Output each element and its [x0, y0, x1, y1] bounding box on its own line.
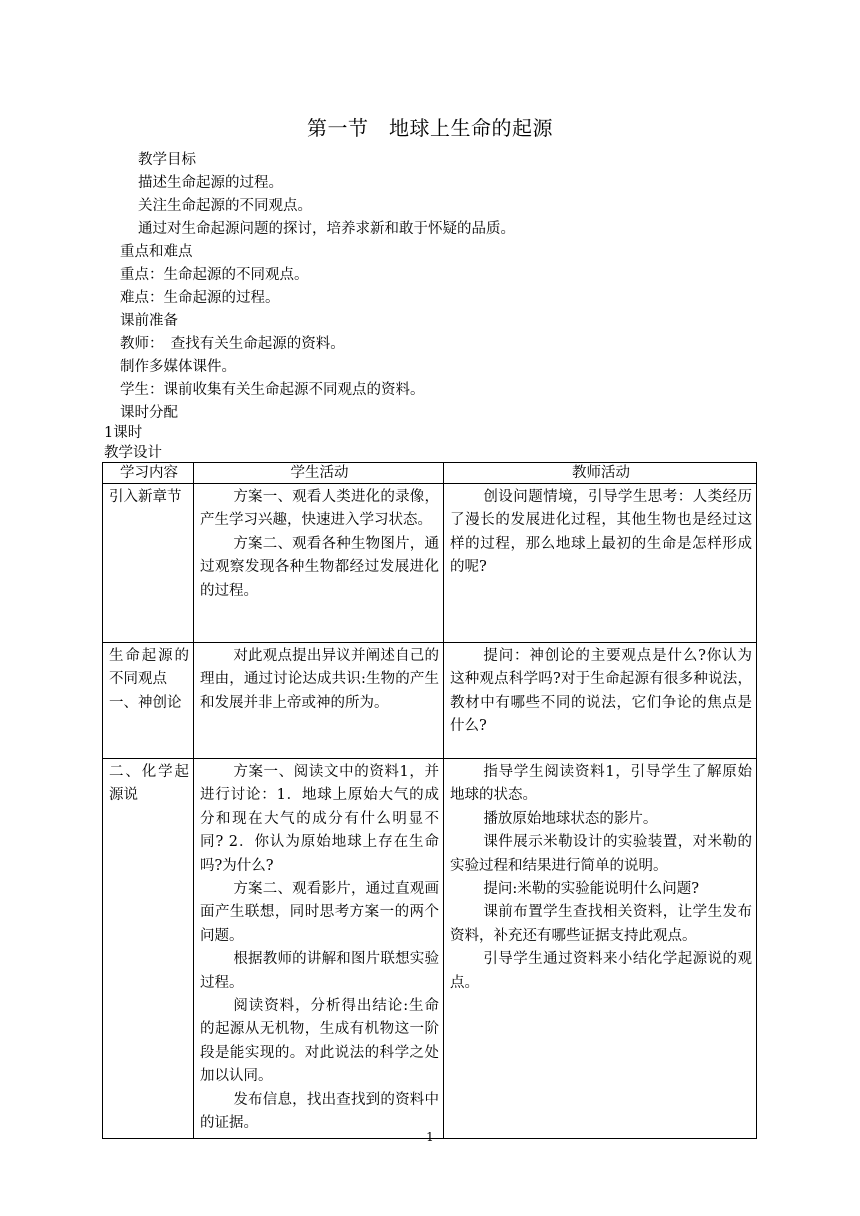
- lesson-count: 1课时: [104, 425, 143, 441]
- goal-line-3: 通过对生命起源问题的探讨，培养求新和敢于怀疑的品质。: [138, 221, 515, 237]
- row3-teacher-para: 课件展示米勒设计的实验装置，对米勒的实验过程和结果进行简单的说明。: [450, 834, 752, 874]
- teaching-design-table: [102, 462, 757, 1139]
- row1-student-para: 方案二、观看各种生物图片，通过观察发现各种生物都经过发展进化的过程。: [200, 535, 439, 599]
- row1-teacher: [444, 484, 757, 643]
- row2-teacher: [444, 643, 757, 759]
- row2-content-text: 生命起源的不同观点: [109, 648, 189, 688]
- heading-key-points: 重点和难点: [120, 244, 193, 260]
- goal-line-2: 关注生命起源的不同观点。: [138, 198, 312, 214]
- row3-content-text: 二、化学起源说: [109, 764, 189, 804]
- table-row: [103, 484, 757, 643]
- row3-teacher-para: 播放原始地球状态的影片。: [483, 810, 658, 827]
- row3-teacher-para: 引导学生通过资料来小结化学起源说的观点。: [450, 951, 752, 991]
- table-row: [103, 759, 757, 1139]
- row3-teacher-para: 提问:米勒的实验能说明什么问题?: [483, 881, 700, 898]
- row2-teacher-para: 提问：神创论的主要观点是什么?你认为这种观点科学吗?对于生命起源有很多种说法，教材中有哪些不同的说法，它们争论的焦点是什么?: [450, 648, 752, 735]
- heading-preparation: 课前准备: [120, 313, 178, 329]
- courseware-line: 制作多媒体课件。: [120, 359, 236, 375]
- heading-teaching-goals: 教学目标: [138, 152, 196, 168]
- row1-student: [194, 484, 444, 643]
- row3-student-para: 方案二、观看影片，通过直观画面产生联想，同时思考方案一的两个问题。: [200, 881, 439, 944]
- heading-lesson-allocation: 课时分配: [120, 405, 178, 421]
- row3-student-para: 方案一、阅读文中的资料1，并进行讨论：1．地球上原始大气的成分和现在大气的成分有什么明显不同? 2．你认为原始地球上存在生命吗?为什么?: [200, 764, 439, 874]
- key-point-line: 重点：生命起源的不同观点。: [120, 267, 309, 283]
- student-preparation: 学生：课前收集有关生命起源不同观点的资料。: [120, 382, 425, 398]
- row2-student: [194, 643, 444, 759]
- row2-content-text: 一、神创论: [109, 694, 182, 711]
- row3-student-para: 阅读资料，分析得出结论:生命的起源从无机物，生成有机物这一阶段是能实现的。对此说法的科学之处加以认同。: [200, 998, 439, 1085]
- teacher-preparation: 教师： 查找有关生命起源的资料。: [120, 336, 345, 352]
- page-title: 第一节 地球上生命的起源: [307, 116, 553, 140]
- row1-student-para: 方案一、观看人类进化的录像，产生学习兴趣，快速进入学习状态。: [200, 489, 439, 529]
- heading-teaching-design: 教学设计: [104, 445, 162, 461]
- row1-content-text: 引入新章节: [109, 489, 182, 505]
- row1-content: [103, 484, 194, 643]
- row3-teacher-para: 指导学生阅读资料1，引导学生了解原始地球的状态。: [450, 764, 752, 804]
- row3-student: [194, 759, 444, 1139]
- row3-teacher-para: 课前布置学生查找相关资料，让学生发布资料，补充还有哪些证据支持此观点。: [450, 904, 752, 944]
- row2-content: [103, 643, 194, 759]
- row3-student-para: 根据教师的讲解和图片联想实验过程。: [200, 951, 439, 991]
- difficulty-line: 难点：生命起源的过程。: [120, 290, 280, 306]
- row3-content: [103, 759, 194, 1139]
- page-number: 1: [426, 1130, 434, 1144]
- header-student-activity: 学生活动: [194, 463, 444, 484]
- row1-teacher-para: 创设问题情境，引导学生思考：人类经历了漫长的发展进化过程，其他生物也是经过这样的过程，那么地球上最初的生命是怎样形成的呢?: [450, 489, 752, 576]
- row2-student-para: 对此观点提出异议并阐述自己的理由，通过讨论达成共识:生物的产生和发展并非上帝或神的所为。: [200, 648, 439, 711]
- row3-teacher: [444, 759, 757, 1139]
- goal-line-1: 描述生命起源的过程。: [138, 175, 283, 191]
- row3-student-para: 发布信息，找出查找到的资料中的证据。: [200, 1091, 439, 1132]
- header-teacher-activity: 教师活动: [444, 463, 757, 484]
- header-content: 学习内容: [103, 463, 194, 484]
- table-row: [103, 643, 757, 759]
- table-header-row: [103, 463, 757, 484]
